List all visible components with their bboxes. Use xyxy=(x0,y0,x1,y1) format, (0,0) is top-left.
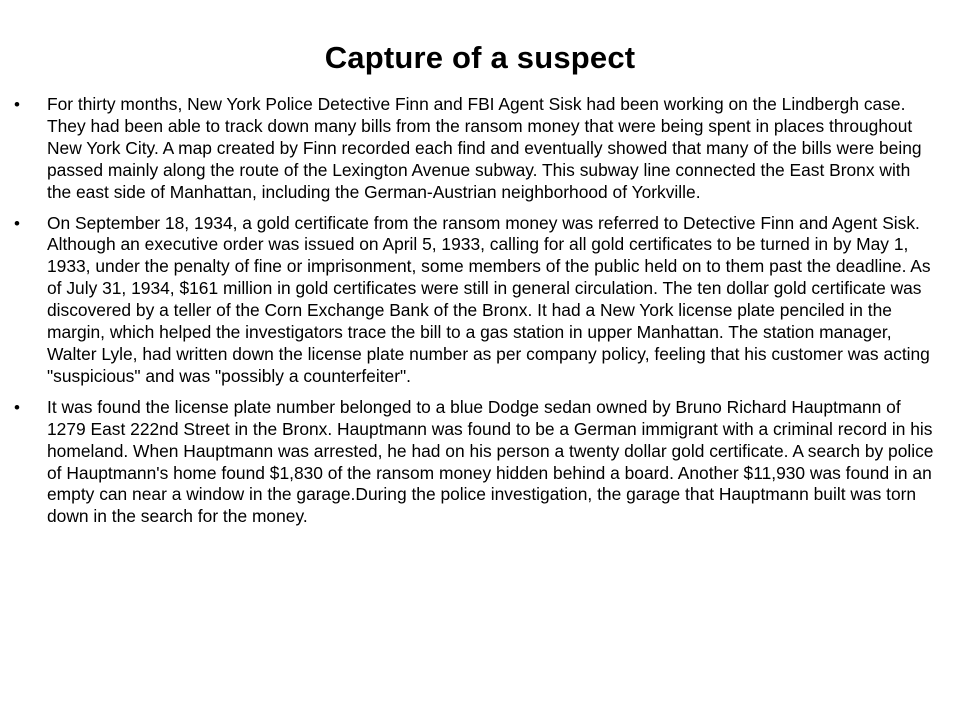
bullet-text: For thirty months, New York Police Detective Finn and FBI Agent Sisk had been working on the Lindbergh case. They had been able to track down many bills from the ransom money that were being spent in places throughout New York City. A map created by Finn recorded each find and eventually showed that many of the bills were being passed mainly along the route of the Lexington Avenue subway. This subway line connected the East Bronx with the east side of Manhattan, including the German-Austrian neighborhood of Yorkville. xyxy=(47,94,922,202)
bullet-text: It was found the license plate number belonged to a blue Dodge sedan owned by Bruno Richard Hauptmann of 1279 East 222nd Street in the Bronx. Hauptmann was found to be a German immigrant with a criminal record in his homeland. When Hauptmann was arrested, he had on his person a twenty dollar gold certificate. A search by police of Hauptmann's home found $1,830 of the ransom money hidden behind a board. Another $11,930 was found in an empty can near a window in the garage.During the police investigation, the garage that Hauptmann built was torn down in the search for the money. xyxy=(47,396,934,527)
slide-title: Capture of a suspect xyxy=(324,40,636,75)
bullet-text: On September 18, 1934, a gold certificate from the ransom money was referred to Detective Finn and Agent Sisk. Although an executive order was issued on April 5, 1933, calling for all gold certificates to be turned in by May 1, 1933, under the penalty of fine or imprisonment, some members of the public held on to them past the deadline. As of July 31, 1934, $161 million in gold certificates were still in general circulation. The ten dollar gold certificate was discovered by a teller of the Corn Exchange Bank of the Bronx. It had a New York license plate penciled in the margin, which helped the investigators trace the bill to a gas station in upper Manhattan. The station manager, Walter Lyle, had written down the license plate number as per company policy, feeling that his customer was acting "suspicious" and was "possibly a counterfeiter". xyxy=(47,212,931,386)
bullet-icon: • xyxy=(14,213,20,233)
bullet-item xyxy=(14,94,934,204)
bullet-list xyxy=(14,94,934,537)
bullet-icon: • xyxy=(14,95,20,114)
bullet-item xyxy=(14,213,934,388)
bullet-item xyxy=(14,397,934,528)
bullet-icon: • xyxy=(14,397,20,417)
